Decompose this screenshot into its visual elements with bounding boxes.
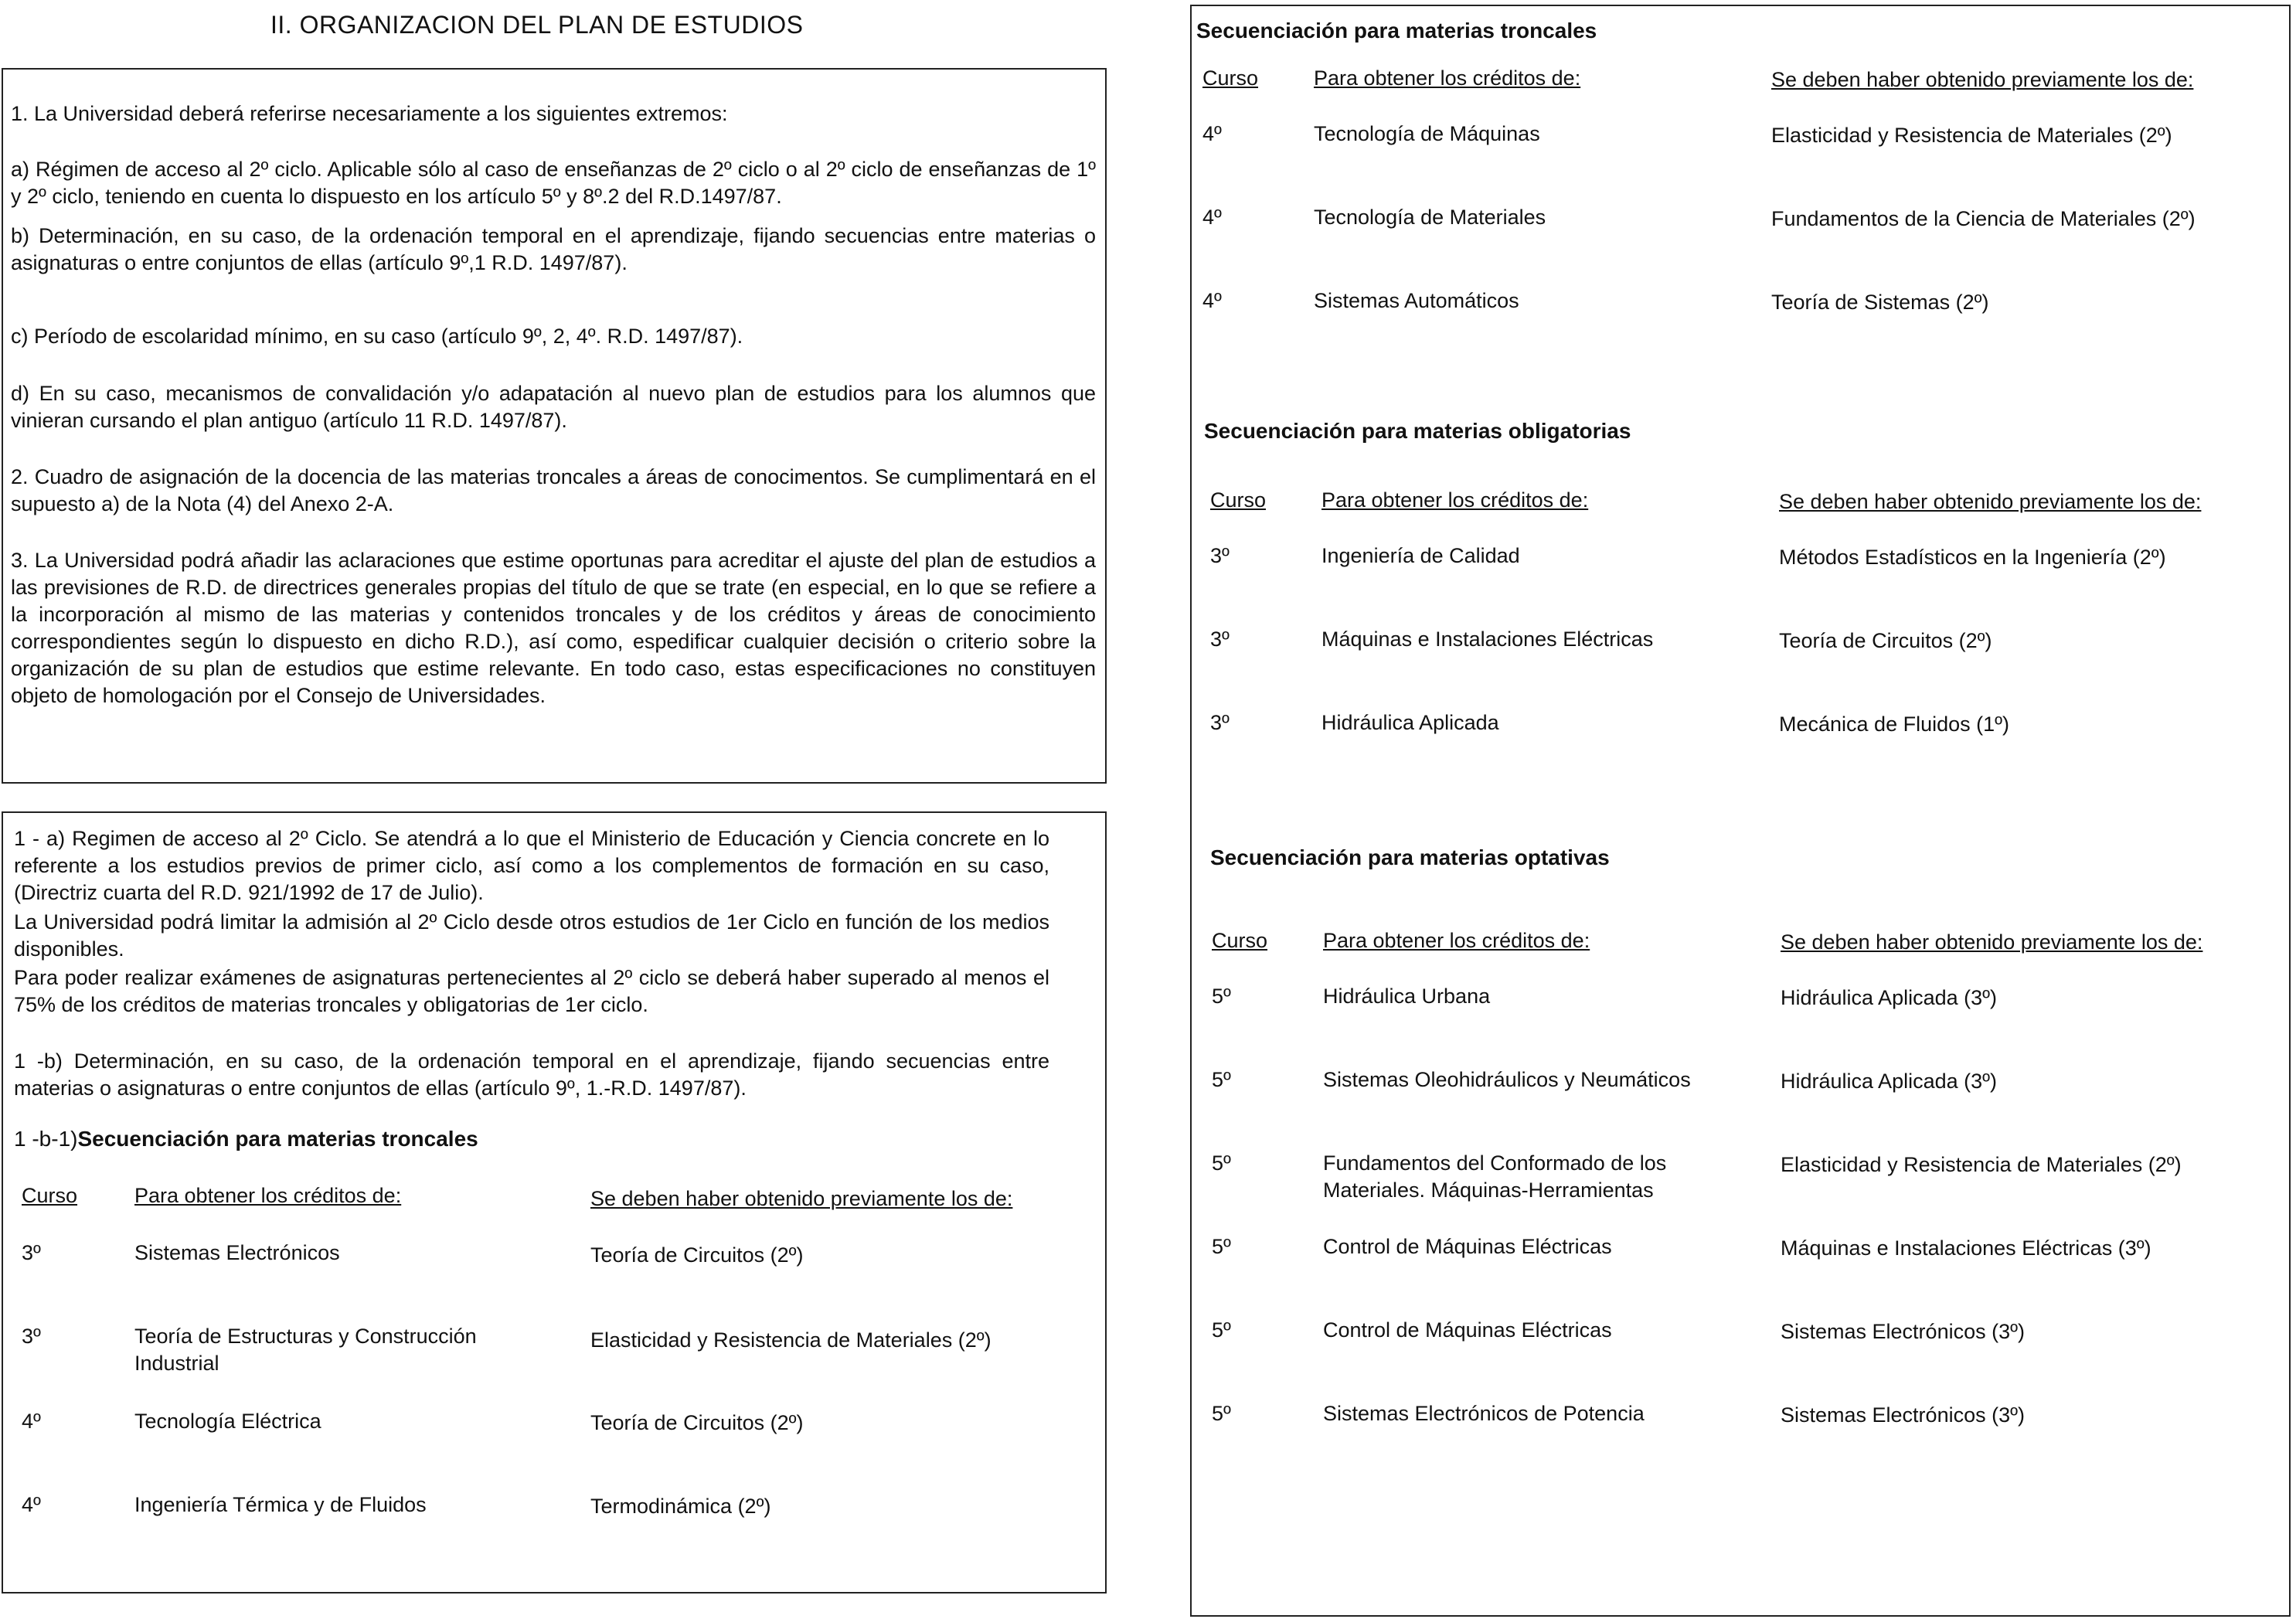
instruction-1: 1. La Universidad deberá referirse necesariamente a los siguientes extremos: — [11, 102, 728, 125]
section-heading — [14, 1125, 478, 1152]
row-materia: Sistemas Automáticos — [1314, 289, 1519, 312]
col-header-curso: Curso — [22, 1184, 78, 1207]
row-curso: 3º — [1210, 628, 1230, 651]
row-materia: Sistemas Oleohidráulicos y Neumáticos — [1323, 1068, 1691, 1091]
row-materia: Hidráulica Aplicada — [1321, 711, 1499, 734]
row-previa: Métodos Estadísticos en la Ingeniería (2º) — [1779, 546, 2166, 569]
row-materia: Ingeniería Térmica y de Fluidos — [134, 1493, 427, 1516]
col-header-curso: Curso — [1210, 488, 1267, 512]
access-paragraph: 1 - a) Regimen de acceso al 2º Ciclo. Se atendrá a lo que el Ministerio de Educación y Ciencia concrete en lo referente a los estudios previos de primer ciclo, así como a los complementos de formación en su caso, (Directriz cuarta del R.D. 921/1992 de 17 de Julio). — [14, 827, 1049, 904]
row-previa: Teoría de Circuitos (2º) — [590, 1411, 804, 1434]
row-materia: Fundamentos del Conformado de los Materiales. Máquinas-Herramientas — [1323, 1151, 1667, 1202]
row-curso: 4º — [22, 1410, 41, 1433]
row-materia: Sistemas Electrónicos de Potencia — [1323, 1402, 1645, 1425]
instruction-2: 2. Cuadro de asignación de la docencia de las materias troncales a áreas de conocimentos. Se cumplimentará en el supuesto a) de la Nota (4) del Anexo 2-A. — [11, 465, 1096, 515]
col-header-materia: Para obtener los créditos de: — [1321, 488, 1589, 512]
row-previa: Sistemas Electrónicos (3º) — [1781, 1320, 2025, 1343]
col-header-materia: Para obtener los créditos de: — [134, 1184, 402, 1207]
row-materia: Control de Máquinas Eléctricas — [1323, 1318, 1612, 1342]
row-curso: 5º — [1212, 1235, 1231, 1258]
row-curso: 5º — [1212, 1318, 1231, 1342]
obligatorias-heading: Secuenciación para materias obligatorias — [1204, 419, 1631, 443]
section-number: 1 -b-1) — [14, 1127, 78, 1151]
row-curso: 4º — [1202, 122, 1222, 145]
row-curso: 5º — [1212, 1151, 1231, 1175]
row-materia: Teoría de Estructuras y Construcción Industrial — [134, 1325, 477, 1375]
row-curso: 5º — [1212, 1068, 1231, 1091]
exam-paragraph: Para poder realizar exámenes de asignaturas pertenecientes al 2º ciclo se deberá haber superado al menos el 75% de los créditos de materias troncales y obligatorias de 1er ciclo. — [14, 966, 1049, 1016]
row-previa: Máquinas e Instalaciones Eléctricas (3º) — [1781, 1236, 2151, 1260]
col-header-previa: Se deben haber obtenido previamente los de: — [1779, 490, 2202, 513]
access-regime-box — [2, 811, 1107, 1593]
row-previa: Teoría de Circuitos (2º) — [1779, 629, 1992, 652]
col-header-previa: Se deben haber obtenido previamente los de: — [1781, 930, 2203, 954]
sequencing-box — [1190, 5, 2291, 1617]
row-previa: Elasticidad y Resistencia de Materiales (2º) — [1781, 1153, 2182, 1176]
instruction-1a: a) Régimen de acceso al 2º ciclo. Aplicable sólo al caso de enseñanzas de 2º ciclo o al 2º ciclo de enseñanzas de 1º y 2º ciclo, teniendo en cuenta lo dispuesto en los artículo 5º y 8º.2 del R.D.1497/87. — [11, 158, 1096, 208]
section-title: Secuenciación para materias troncales — [77, 1127, 478, 1151]
col-header-materia: Para obtener los créditos de: — [1314, 66, 1581, 90]
row-materia: Tecnología Eléctrica — [134, 1410, 321, 1433]
instruction-1c: c) Período de escolaridad mínimo, en su caso (artículo 9º, 2, 4º. R.D. 1497/87). — [11, 325, 743, 348]
col-header-previa: Se deben haber obtenido previamente los de: — [590, 1187, 1013, 1210]
instructions-box — [2, 68, 1107, 784]
row-materia: Control de Máquinas Eléctricas — [1323, 1235, 1612, 1258]
row-curso: 5º — [1212, 1402, 1231, 1425]
row-previa: Sistemas Electrónicos (3º) — [1781, 1403, 2025, 1427]
row-materia: Sistemas Electrónicos — [134, 1241, 340, 1264]
optativas-heading: Secuenciación para materias optativas — [1210, 845, 1610, 869]
row-previa: Elasticidad y Resistencia de Materiales (2º) — [590, 1328, 992, 1352]
row-materia: Tecnología de Materiales — [1314, 206, 1546, 229]
row-previa: Hidráulica Aplicada (3º) — [1781, 1070, 1997, 1093]
row-curso: 3º — [22, 1241, 41, 1264]
row-previa: Fundamentos de la Ciencia de Materiales (2º) — [1771, 207, 2196, 230]
row-previa: Hidráulica Aplicada (3º) — [1781, 986, 1997, 1009]
row-previa: Mecánica de Fluidos (1º) — [1779, 713, 2009, 736]
row-curso: 3º — [1210, 544, 1230, 567]
col-header-previa: Se deben haber obtenido previamente los de: — [1771, 68, 2194, 91]
col-header-curso: Curso — [1212, 929, 1268, 952]
col-header-curso: Curso — [1202, 66, 1259, 90]
row-curso: 4º — [22, 1493, 41, 1516]
row-previa: Termodinámica (2º) — [590, 1495, 771, 1518]
row-previa: Teoría de Sistemas (2º) — [1771, 291, 1989, 314]
admission-paragraph: La Universidad podrá limitar la admisión al 2º Ciclo desde otros estudios de 1er Ciclo en función de los medios disponibles. — [14, 910, 1049, 961]
row-curso: 5º — [1212, 985, 1231, 1008]
row-previa: Teoría de Circuitos (2º) — [590, 1243, 804, 1267]
instruction-1d: d) En su caso, mecanismos de convalidación y/o adapatación al nuevo plan de estudios para los alumnos que vinieran cursando el plan antiguo (artículo 11 R.D. 1497/87). — [11, 382, 1096, 432]
row-curso: 4º — [1202, 289, 1222, 312]
row-materia: Hidráulica Urbana — [1323, 985, 1491, 1008]
ordering-paragraph: 1 -b) Determinación, en su caso, de la ordenación temporal en el aprendizaje, fijando secuencias entre materias o asignaturas o entre conjuntos de ellas (artículo 9º, 1.-R.D. 1497/87). — [14, 1049, 1049, 1100]
row-materia: Máquinas e Instalaciones Eléctricas — [1321, 628, 1654, 651]
row-previa: Elasticidad y Resistencia de Materiales (2º) — [1771, 124, 2172, 147]
troncales-heading: Secuenciación para materias troncales — [1196, 19, 1597, 43]
row-curso: 3º — [22, 1325, 41, 1348]
row-curso: 4º — [1202, 206, 1222, 229]
row-materia: Ingeniería de Calidad — [1321, 544, 1520, 567]
instruction-1b: b) Determinación, en su caso, de la ordenación temporal en el aprendizaje, fijando secuencias entre materias o asignaturas o entre conjuntos de ellas (artículo 9º,1 R.D. 1497/87). — [11, 224, 1096, 274]
row-materia: Tecnología de Máquinas — [1314, 122, 1540, 145]
row-curso: 3º — [1210, 711, 1230, 734]
page-title: II. ORGANIZACION DEL PLAN DE ESTUDIOS — [270, 11, 804, 39]
instruction-3: 3. La Universidad podrá añadir las aclaraciones que estime oportunas para acreditar el ajuste del plan de estudios a las previsiones de R.D. de directrices generales propias del título de que se trate (en especial, en lo que se refiere a la incorporación al mismo de las materias y contenidos troncales y de los créditos y áreas de conocimiento correspondientes según lo dispuesto en dicho R.D.), así como, espedificar cualquier decisión o criterio sobre la organización de su plan de estudios que estime relevante. En todo caso, estas especificaciones no constituyen objeto de homologación por el Consejo de Universidades. — [11, 549, 1096, 707]
col-header-materia: Para obtener los créditos de: — [1323, 929, 1590, 952]
